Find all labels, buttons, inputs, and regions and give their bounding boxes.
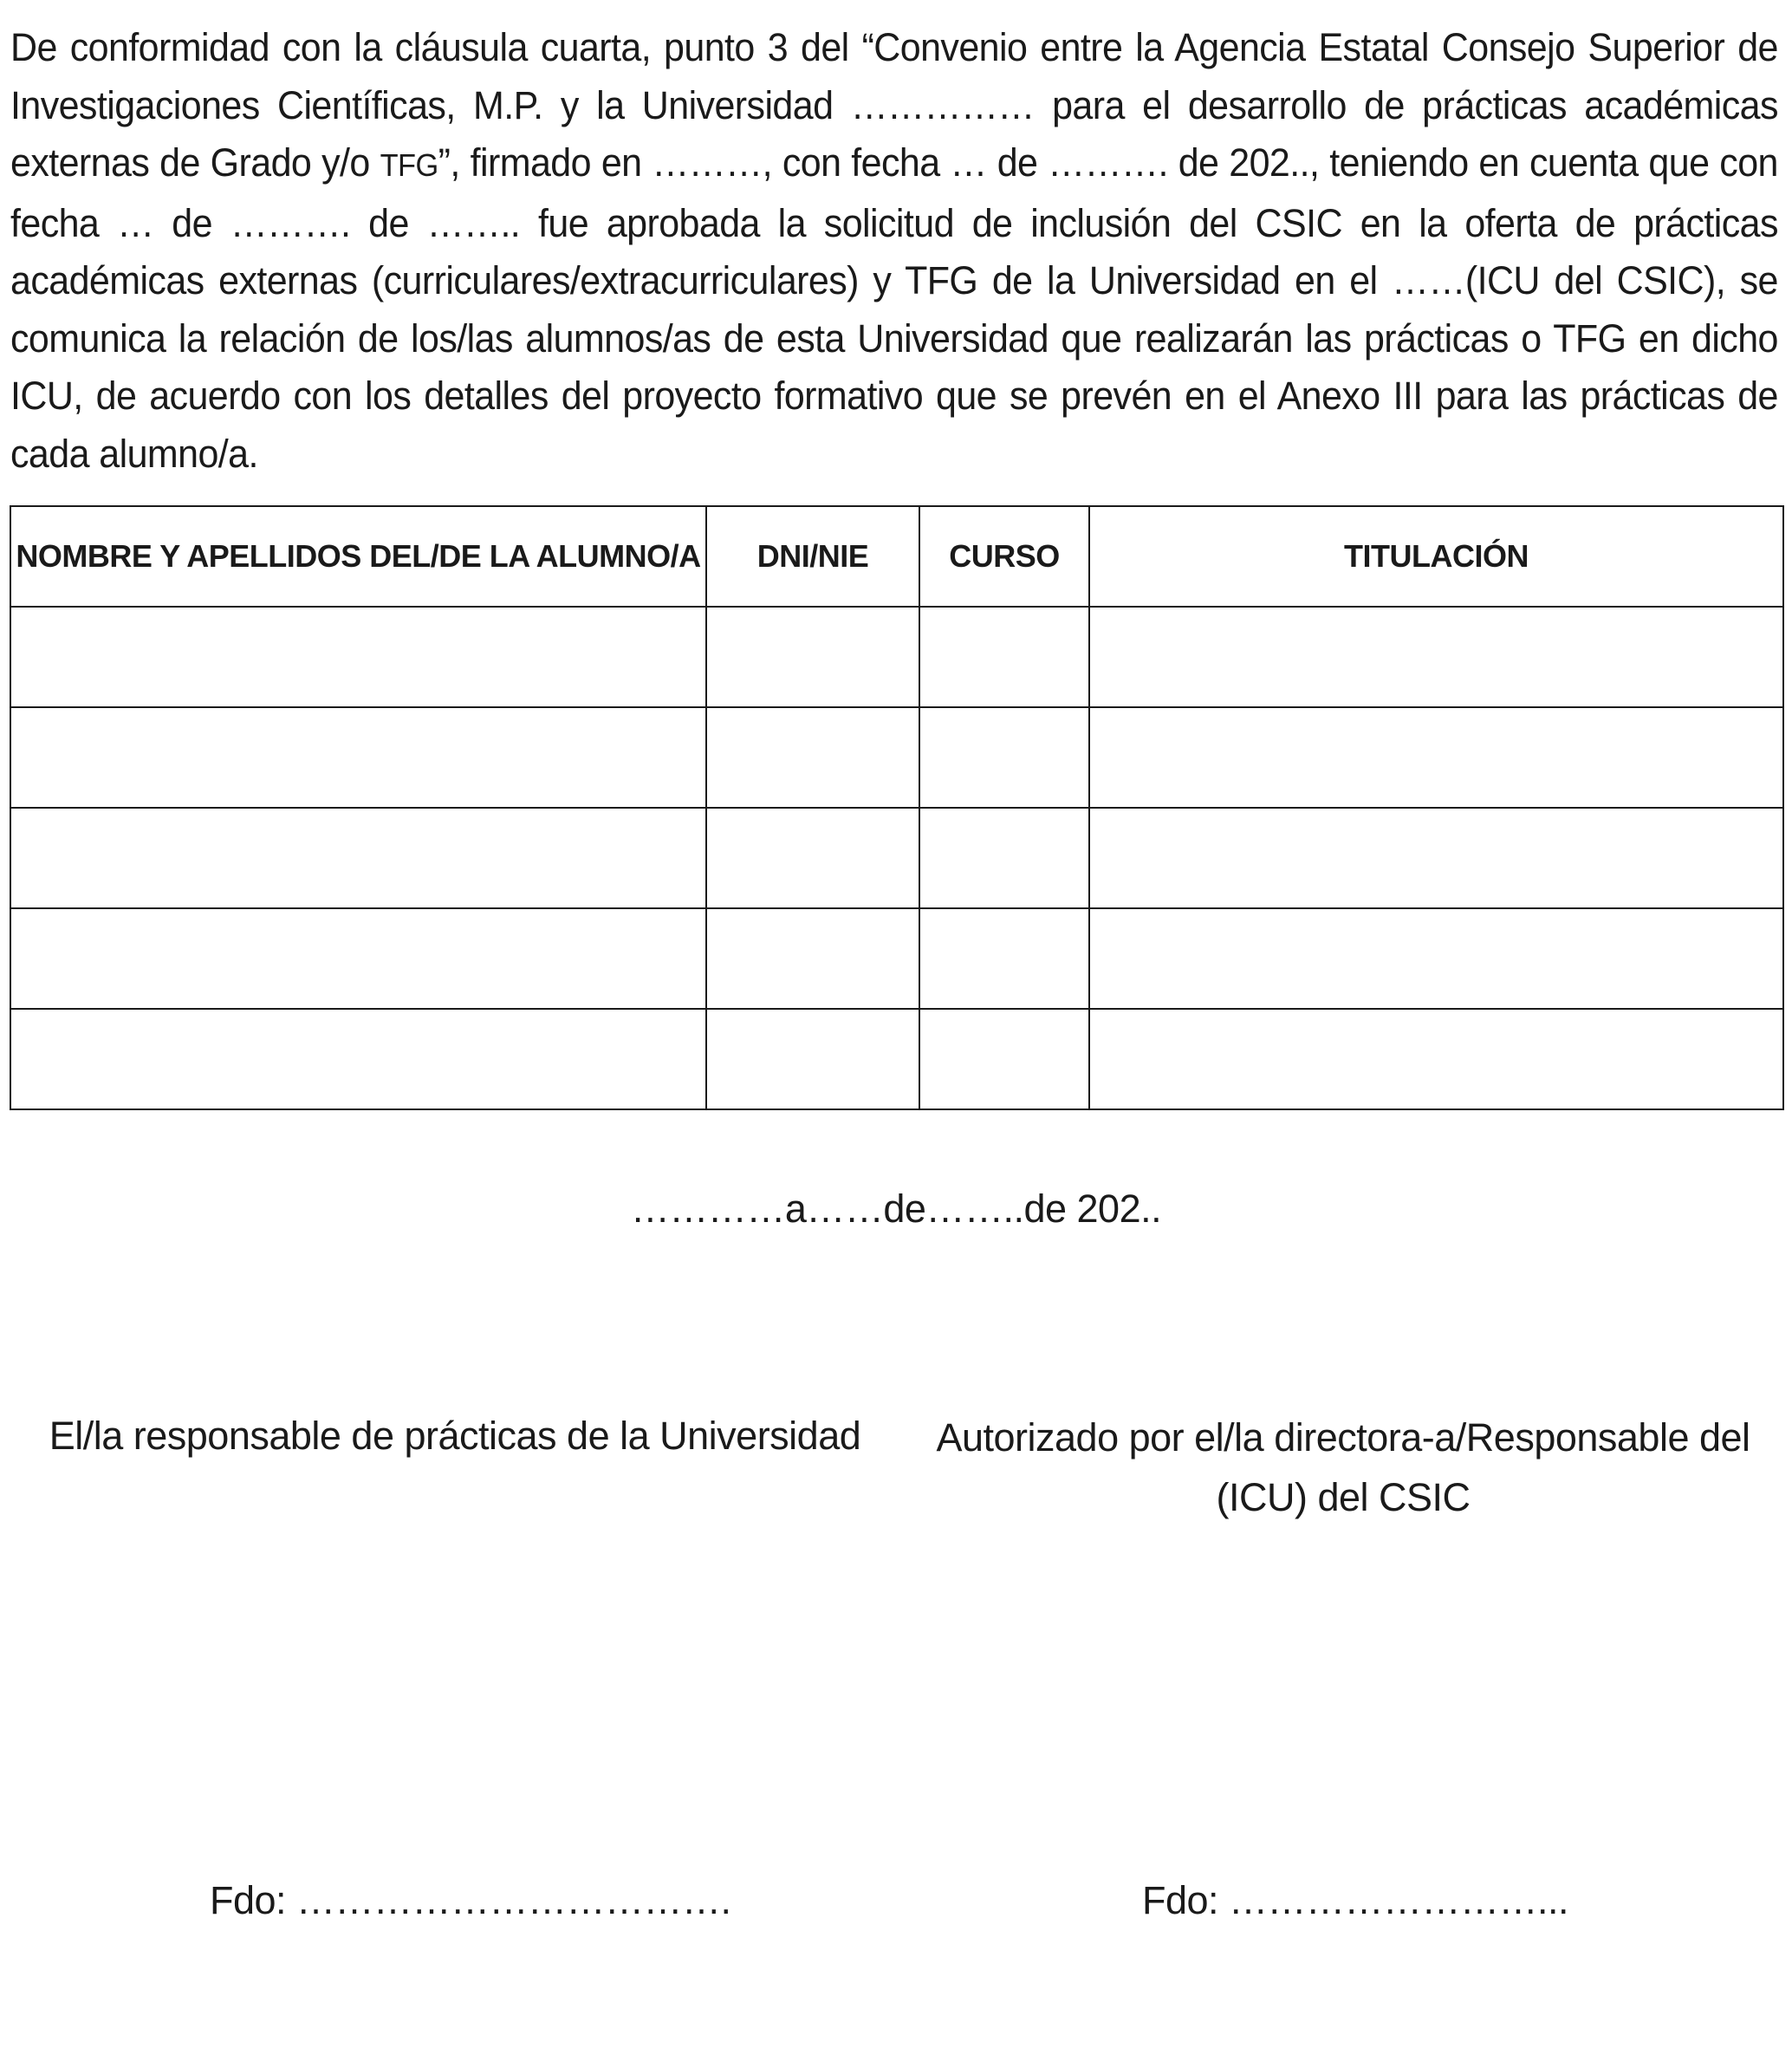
intro-paragraph bbox=[10, 19, 1778, 483]
table-row bbox=[10, 1009, 1783, 1109]
cell-titulacion[interactable] bbox=[1089, 707, 1783, 808]
cell-curso[interactable] bbox=[919, 707, 1089, 808]
cell-titulacion[interactable] bbox=[1089, 808, 1783, 908]
intro-abbr-tfg: TFG bbox=[380, 147, 438, 183]
table-row bbox=[10, 908, 1783, 1009]
header-student-name: NOMBRE Y APELLIDOS DEL/DE LA ALUMNO/A bbox=[10, 506, 706, 607]
intro-text-part1: De conformidad con la cláusula cuarta, punto 3 del “Convenio entre la Agencia Estatal Consejo Superior de Investigaciones Científicas, M.P. y la Universidad …………… para el desarrollo de prácticas académicas externas de Grado y/o bbox=[10, 25, 1778, 185]
table-header-row bbox=[10, 506, 1783, 607]
header-dni-nie: DNI/NIE bbox=[706, 506, 919, 607]
cell-dni-nie[interactable] bbox=[706, 707, 919, 808]
cell-titulacion[interactable] bbox=[1089, 607, 1783, 707]
header-curso: CURSO bbox=[919, 506, 1089, 607]
place-date-line: …………a……de……..de 202.. bbox=[630, 1187, 1162, 1231]
intro-text-part2: ”, firmado en ………, con fecha … de ………. de 202.., teniendo en cuenta que con fecha … de ………. de …….. fue aprobada la solicitud de inclusión del CSIC en la oferta de prácticas académicas externas (curriculares/extracurriculares) y TFG de la Universidad en el ……(ICU del CSIC), se comunica la relación de los/las alumnos/as de esta Universidad que realizarán las prácticas o TFG en dicho ICU, de acuerdo con los detalles del proyecto formativo que se prevén en el Anexo III para las prácticas de cada alumno/a. bbox=[10, 140, 1778, 476]
university-signatory-title: El/la responsable de prácticas de la Universidad bbox=[49, 1414, 861, 1458]
cell-student-name[interactable] bbox=[10, 1009, 706, 1109]
cell-curso[interactable] bbox=[919, 808, 1089, 908]
csic-signatory-title bbox=[936, 1408, 1750, 1527]
table-row bbox=[10, 808, 1783, 908]
cell-curso[interactable] bbox=[919, 908, 1089, 1009]
cell-student-name[interactable] bbox=[10, 707, 706, 808]
cell-dni-nie[interactable] bbox=[706, 607, 919, 707]
table-row bbox=[10, 707, 1783, 808]
cell-student-name[interactable] bbox=[10, 908, 706, 1009]
csic-signature-line: Fdo: ……………………... bbox=[1142, 1878, 1569, 1922]
cell-titulacion[interactable] bbox=[1089, 1009, 1783, 1109]
cell-dni-nie[interactable] bbox=[706, 1009, 919, 1109]
cell-titulacion[interactable] bbox=[1089, 908, 1783, 1009]
table-row bbox=[10, 607, 1783, 707]
csic-signatory-title-line2: (ICU) del CSIC bbox=[1216, 1475, 1471, 1519]
students-table bbox=[10, 505, 1784, 1110]
cell-curso[interactable] bbox=[919, 607, 1089, 707]
cell-dni-nie[interactable] bbox=[706, 808, 919, 908]
cell-dni-nie[interactable] bbox=[706, 908, 919, 1009]
cell-curso[interactable] bbox=[919, 1009, 1089, 1109]
university-signature-line: Fdo: ……………………………. bbox=[210, 1878, 731, 1922]
header-titulacion: TITULACIÓN bbox=[1089, 506, 1783, 607]
cell-student-name[interactable] bbox=[10, 607, 706, 707]
cell-student-name[interactable] bbox=[10, 808, 706, 908]
csic-signatory-title-line1: Autorizado por el/la directora-a/Responsable del bbox=[936, 1415, 1750, 1460]
